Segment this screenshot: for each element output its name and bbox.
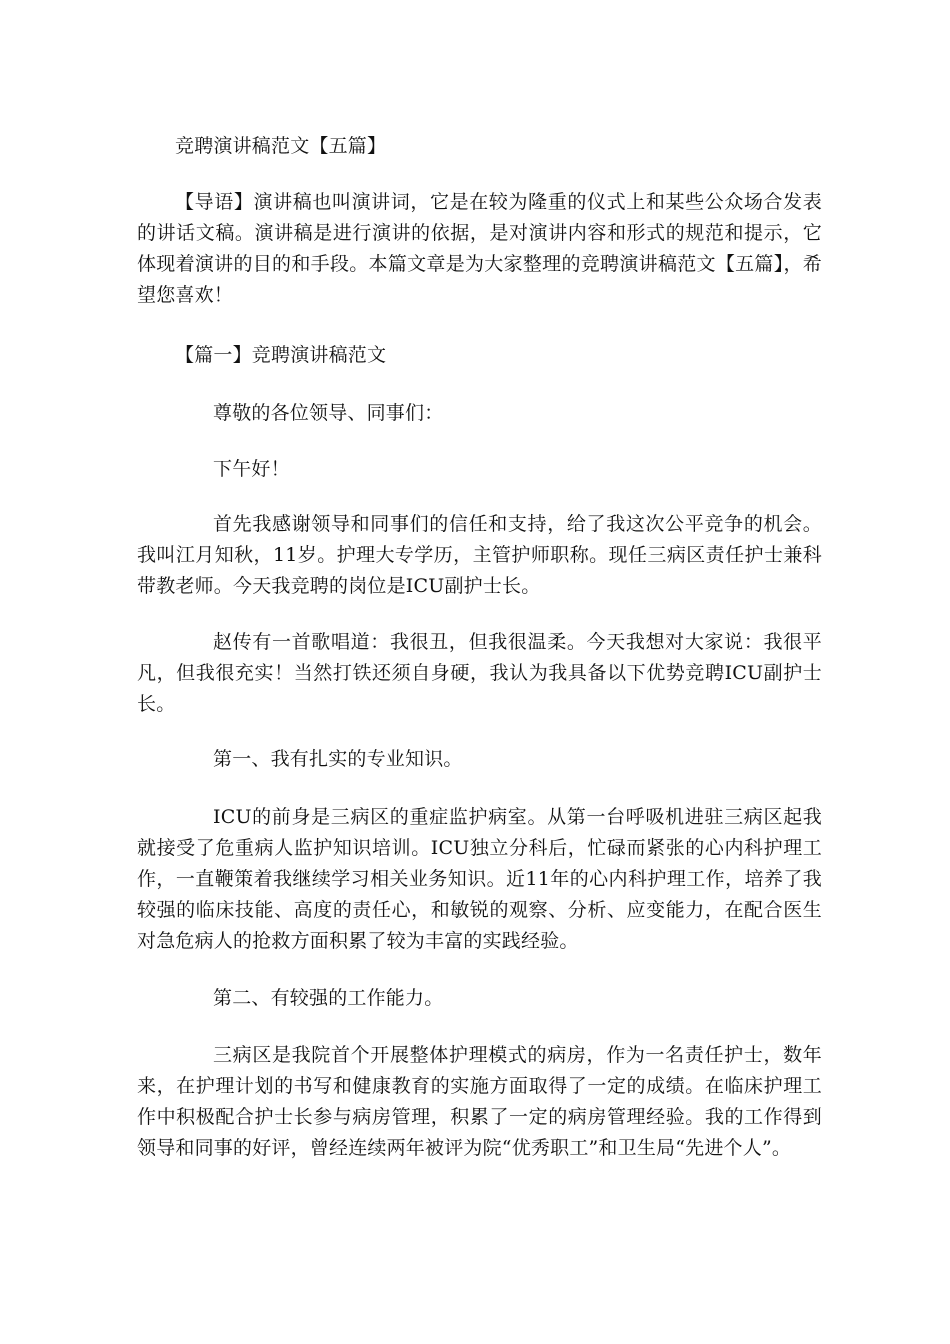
- body-paragraph: 首先我感谢领导和同事们的信任和支持，给了我这次公平竞争的机会。我叫江月知秋，11岁。护理大专学历，主管护师职称。现任三病区责任护士兼科带教老师。今天我竞聘的岗位是ICU副护士长。: [137, 513, 822, 597]
- document-title: 竞聘演讲稿范文【五篇】: [175, 135, 387, 157]
- section-heading: 【篇一】竞聘演讲稿范文: [175, 344, 387, 366]
- greeting-line: 尊敬的各位领导、同事们：: [213, 402, 444, 424]
- point-heading: 第一、我有扎实的专业知识。: [213, 748, 463, 770]
- point-heading: 第二、有较强的工作能力。: [213, 987, 444, 1009]
- body-paragraph: ICU的前身是三病区的重症监护病室。从第一台呼吸机进驻三病区起我就接受了危重病人监护知识培训。ICU独立分科后，忙碌而紧张的心内科护理工作，一直鞭策着我继续学习相关业务知识。近11年的心内科护理工作，培养了我较强的临床技能、高度的责任心，和敏锐的观察、分析、应变能力，在配合医生对急危病人的抢救方面积累了较为丰富的实践经验。: [137, 806, 822, 952]
- body-paragraph: 赵传有一首歌唱道：我很丑，但我很温柔。今天我想对大家说：我很平凡，但我很充实！当然打铁还须自身硬，我认为我具备以下优势竞聘ICU副护士长。: [137, 631, 822, 715]
- good-afternoon-line: 下午好！: [213, 458, 290, 480]
- body-paragraph: 三病区是我院首个开展整体护理模式的病房，作为一名责任护士，数年来，在护理计划的书写和健康教育的实施方面取得了一定的成绩。在临床护理工作中积极配合护士长参与病房管理，积累了一定的病房管理经验。我的工作得到领导和同事的好评，曾经连续两年被评为院“优秀职工”和卫生局“先进个人”。: [137, 1044, 822, 1159]
- intro-paragraph: 【导语】演讲稿也叫演讲词，它是在较为隆重的仪式上和某些公众场合发表的讲话文稿。演讲稿是进行演讲的依据，是对演讲内容和形式的规范和提示，它体现着演讲的目的和手段。本篇文章是为大家整理的竞聘演讲稿范文【五篇】，希望您喜欢！: [137, 191, 822, 306]
